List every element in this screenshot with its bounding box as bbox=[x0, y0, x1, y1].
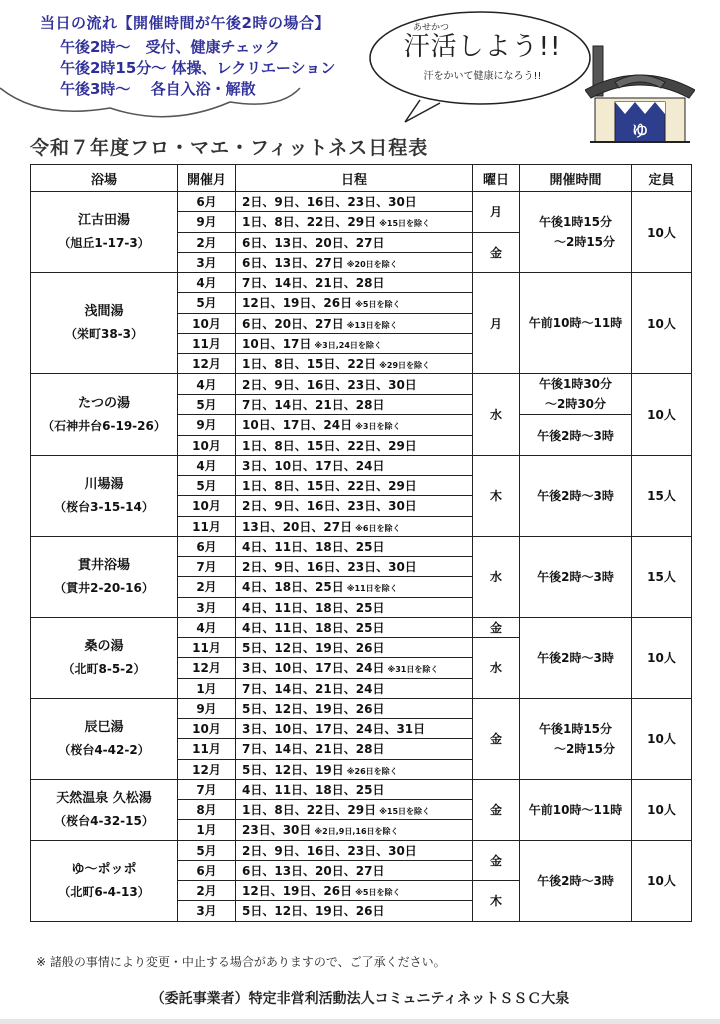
bath-cell bbox=[31, 779, 178, 840]
time-cell: 午後2時～3時 bbox=[520, 536, 632, 617]
dates-cell: 2日、9日、16日、23日、30日 bbox=[236, 192, 473, 212]
table-row bbox=[31, 374, 692, 395]
weekday-cell: 木 bbox=[473, 881, 520, 922]
flow-line: 午後2時～ 受付、健康チェック bbox=[60, 38, 280, 56]
bath-sign: ゆ bbox=[631, 121, 649, 140]
capacity-cell: 10人 bbox=[632, 698, 692, 779]
capacity-cell: 10人 bbox=[632, 779, 692, 840]
flow-line: 午後2時15分～ 体操、レクリエーション bbox=[60, 59, 336, 77]
month-cell: 10月 bbox=[178, 435, 236, 455]
month-cell: 4月 bbox=[178, 273, 236, 293]
bubble-tail bbox=[405, 100, 440, 122]
dates-cell: 4日、11日、18日、25日 bbox=[236, 617, 473, 637]
weekday-cell: 月 bbox=[473, 273, 520, 374]
bath-name: 天然温泉 久松湯 bbox=[56, 790, 152, 806]
dates-cell: 4日、18日、25日 ※11日を除く bbox=[236, 577, 473, 597]
bath-address: （北町8-5-2） bbox=[62, 661, 146, 676]
month-cell: 2月 bbox=[178, 881, 236, 901]
bath-address: （貫井2-20-16） bbox=[54, 580, 154, 595]
dates-cell: 7日、14日、21日、24日 bbox=[236, 678, 473, 698]
dates-cell: 6日、13日、20日、27日 bbox=[236, 232, 473, 252]
capacity-cell: 10人 bbox=[632, 273, 692, 374]
bath-name: 桑の湯 bbox=[84, 638, 124, 654]
month-cell: 4月 bbox=[178, 374, 236, 395]
table-row bbox=[31, 698, 692, 718]
month-cell: 3月 bbox=[178, 901, 236, 921]
bath-name: ゆ～ポッポ bbox=[71, 861, 137, 877]
bathhouse-illustration bbox=[585, 40, 695, 150]
dates-cell: 10日、17日 ※3日,24日を除く bbox=[236, 333, 473, 353]
dates-cell: 5日、12日、19日 ※26日を除く bbox=[236, 759, 473, 779]
bath-cell bbox=[31, 840, 178, 921]
header-day: 曜日 bbox=[473, 165, 520, 192]
month-cell: 6月 bbox=[178, 860, 236, 880]
dates-cell: 1日、8日、15日、22日、29日 bbox=[236, 476, 473, 496]
month-cell: 10月 bbox=[178, 719, 236, 739]
month-cell: 5月 bbox=[178, 394, 236, 415]
speech-bubble bbox=[395, 20, 570, 82]
bath-address: （桜台4-42-2） bbox=[58, 742, 150, 757]
dates-cell: 4日、11日、18日、25日 bbox=[236, 597, 473, 617]
day-flow bbox=[40, 12, 335, 100]
header-capacity: 定員 bbox=[632, 165, 692, 192]
time-cell: 午後1時15分 ～2時15分 bbox=[520, 698, 632, 779]
header-dates: 日程 bbox=[236, 165, 473, 192]
table-row bbox=[31, 192, 692, 212]
dates-cell: 1日、8日、15日、22日、29日 bbox=[236, 435, 473, 455]
dates-cell: 7日、14日、21日、28日 bbox=[236, 273, 473, 293]
weekday-cell: 月 bbox=[473, 192, 520, 233]
weekday-cell: 水 bbox=[473, 536, 520, 617]
bath-name: 浅間湯 bbox=[84, 304, 124, 320]
month-cell: 9月 bbox=[178, 212, 236, 232]
month-cell: 4月 bbox=[178, 617, 236, 637]
dates-cell: 10日、17日、24日 ※3日を除く bbox=[236, 415, 473, 435]
dates-cell: 3日、10日、17日、24日 ※31日を除く bbox=[236, 658, 473, 678]
footnote: ※ 諸般の事情により変更・中止する場合がありますので、ご了承ください。 bbox=[36, 955, 446, 969]
bath-address: （桜台4-32-15） bbox=[54, 813, 154, 828]
table-row bbox=[31, 536, 692, 556]
capacity-cell: 15人 bbox=[632, 536, 692, 617]
table-header-row bbox=[31, 165, 692, 192]
dates-cell: 4日、11日、18日、25日 bbox=[236, 536, 473, 556]
time-cell: 午後2時～3時 bbox=[520, 840, 632, 921]
weekday-cell: 水 bbox=[473, 638, 520, 699]
footer-organization: （委託事業者）特定非営利活動法人コミュニティネットＳＳＣ大泉 bbox=[150, 991, 570, 1007]
dates-cell: 6日、13日、27日 ※20日を除く bbox=[236, 252, 473, 272]
month-cell: 6月 bbox=[178, 192, 236, 212]
dates-cell: 2日、9日、16日、23日、30日 bbox=[236, 557, 473, 577]
month-cell: 10月 bbox=[178, 313, 236, 333]
dates-cell: 1日、8日、15日、22日 ※29日を除く bbox=[236, 354, 473, 374]
bath-cell bbox=[31, 455, 178, 536]
document-title: 令和７年度フロ・マエ・フィットネス日程表 bbox=[30, 137, 429, 159]
month-cell: 9月 bbox=[178, 698, 236, 718]
time-cell: 午後2時～3時 bbox=[520, 617, 632, 698]
flow-title: 当日の流れ【開催時間が午後2時の場合】 bbox=[40, 14, 330, 32]
time-cell: 午前10時～11時 bbox=[520, 273, 632, 374]
bath-name: たつの湯 bbox=[77, 395, 130, 411]
month-cell: 7月 bbox=[178, 557, 236, 577]
bath-address: （石神井台6-19-26） bbox=[42, 418, 166, 433]
schedule-table bbox=[30, 164, 692, 922]
table-row bbox=[31, 617, 692, 637]
capacity-cell: 15人 bbox=[632, 455, 692, 536]
bath-cell bbox=[31, 536, 178, 617]
month-cell: 4月 bbox=[178, 455, 236, 475]
table-row bbox=[31, 779, 692, 799]
dates-cell: 5日、12日、19日、26日 bbox=[236, 698, 473, 718]
month-cell: 11月 bbox=[178, 739, 236, 759]
month-cell: 3月 bbox=[178, 252, 236, 272]
month-cell: 6月 bbox=[178, 536, 236, 556]
dates-cell: 2日、9日、16日、23日、30日 bbox=[236, 840, 473, 860]
dates-cell: 2日、9日、16日、23日、30日 bbox=[236, 496, 473, 516]
month-cell: 9月 bbox=[178, 415, 236, 435]
dates-cell: 6日、20日、27日 ※13日を除く bbox=[236, 313, 473, 333]
bath-address: （栄町38-3） bbox=[64, 327, 144, 342]
bath-cell bbox=[31, 698, 178, 779]
month-cell: 5月 bbox=[178, 293, 236, 313]
header-month: 開催月 bbox=[178, 165, 236, 192]
table-row bbox=[31, 455, 692, 475]
bath-cell bbox=[31, 617, 178, 698]
time-cell: 午後2時～3時 bbox=[520, 415, 632, 456]
time-cell: 午前10時～11時 bbox=[520, 779, 632, 840]
month-cell: 2月 bbox=[178, 577, 236, 597]
weekday-cell: 金 bbox=[473, 779, 520, 840]
month-cell: 5月 bbox=[178, 840, 236, 860]
month-cell: 12月 bbox=[178, 759, 236, 779]
bath-cell bbox=[31, 273, 178, 374]
weekday-cell: 水 bbox=[473, 374, 520, 456]
dates-cell: 12日、19日、26日 ※5日を除く bbox=[236, 881, 473, 901]
bath-cell bbox=[31, 192, 178, 273]
time-cell: 午後1時15分 ～2時15分 bbox=[520, 192, 632, 273]
dates-cell: 23日、30日 ※2日,9日,16日を除く bbox=[236, 820, 473, 840]
dates-cell: 7日、14日、21日、28日 bbox=[236, 739, 473, 759]
capacity-cell: 10人 bbox=[632, 374, 692, 456]
month-cell: 12月 bbox=[178, 354, 236, 374]
bubble-subtext: 汗をかいて健康になろう!! bbox=[423, 71, 542, 82]
dates-cell: 2日、9日、16日、23日、30日 bbox=[236, 374, 473, 395]
month-cell: 3月 bbox=[178, 597, 236, 617]
month-cell: 10月 bbox=[178, 496, 236, 516]
month-cell: 1月 bbox=[178, 678, 236, 698]
dates-cell: 13日、20日、27日 ※6日を除く bbox=[236, 516, 473, 536]
bath-address: （北町6-4-13） bbox=[58, 884, 150, 899]
dates-cell: 1日、8日、22日、29日 ※15日を除く bbox=[236, 800, 473, 820]
bath-cell bbox=[31, 374, 178, 456]
month-cell: 8月 bbox=[178, 800, 236, 820]
header-time: 開催時間 bbox=[520, 165, 632, 192]
month-cell: 2月 bbox=[178, 232, 236, 252]
dates-cell: 3日、10日、17日、24日、31日 bbox=[236, 719, 473, 739]
bath-address: （旭丘1-17-3） bbox=[58, 236, 150, 250]
flow-line: 午後3時～ 各自入浴・解散 bbox=[60, 80, 256, 98]
month-cell: 1月 bbox=[178, 820, 236, 840]
month-cell: 11月 bbox=[178, 516, 236, 536]
weekday-cell: 木 bbox=[473, 455, 520, 536]
bubble-headline: 汗活しよう!! bbox=[403, 32, 562, 62]
dates-cell: 1日、8日、22日、29日 ※15日を除く bbox=[236, 212, 473, 232]
header-bath: 浴場 bbox=[31, 165, 178, 192]
weekday-cell: 金 bbox=[473, 617, 520, 637]
schedule-body bbox=[31, 192, 692, 922]
dates-cell: 5日、12日、19日、26日 bbox=[236, 638, 473, 658]
capacity-cell: 10人 bbox=[632, 192, 692, 273]
dates-cell: 7日、14日、21日、28日 bbox=[236, 394, 473, 415]
month-cell: 12月 bbox=[178, 658, 236, 678]
month-cell: 11月 bbox=[178, 333, 236, 353]
dates-cell: 3日、10日、17日、24日 bbox=[236, 455, 473, 475]
table-row bbox=[31, 840, 692, 860]
time-cell: 午後1時30分 ～2時30分 bbox=[520, 374, 632, 415]
bath-name: 江古田湯 bbox=[77, 213, 130, 228]
bath-name: 辰巳湯 bbox=[84, 719, 124, 735]
table-row bbox=[31, 273, 692, 293]
bottom-divider bbox=[0, 1019, 720, 1024]
bath-name: 貫井浴場 bbox=[77, 557, 130, 573]
bath-name: 川場湯 bbox=[84, 476, 124, 492]
month-cell: 11月 bbox=[178, 638, 236, 658]
month-cell: 7月 bbox=[178, 779, 236, 799]
dates-cell: 6日、13日、20日、27日 bbox=[236, 860, 473, 880]
weekday-cell: 金 bbox=[473, 232, 520, 273]
bath-address: （桜台3-15-14） bbox=[54, 499, 154, 514]
dates-cell: 12日、19日、26日 ※5日を除く bbox=[236, 293, 473, 313]
month-cell: 5月 bbox=[178, 476, 236, 496]
capacity-cell: 10人 bbox=[632, 840, 692, 921]
capacity-cell: 10人 bbox=[632, 617, 692, 698]
weekday-cell: 金 bbox=[473, 698, 520, 779]
weekday-cell: 金 bbox=[473, 840, 520, 881]
dates-cell: 5日、12日、19日、26日 bbox=[236, 901, 473, 921]
bubble-ruby: あせかつ bbox=[413, 23, 450, 33]
dates-cell: 4日、11日、18日、25日 bbox=[236, 779, 473, 799]
time-cell: 午後2時～3時 bbox=[520, 455, 632, 536]
